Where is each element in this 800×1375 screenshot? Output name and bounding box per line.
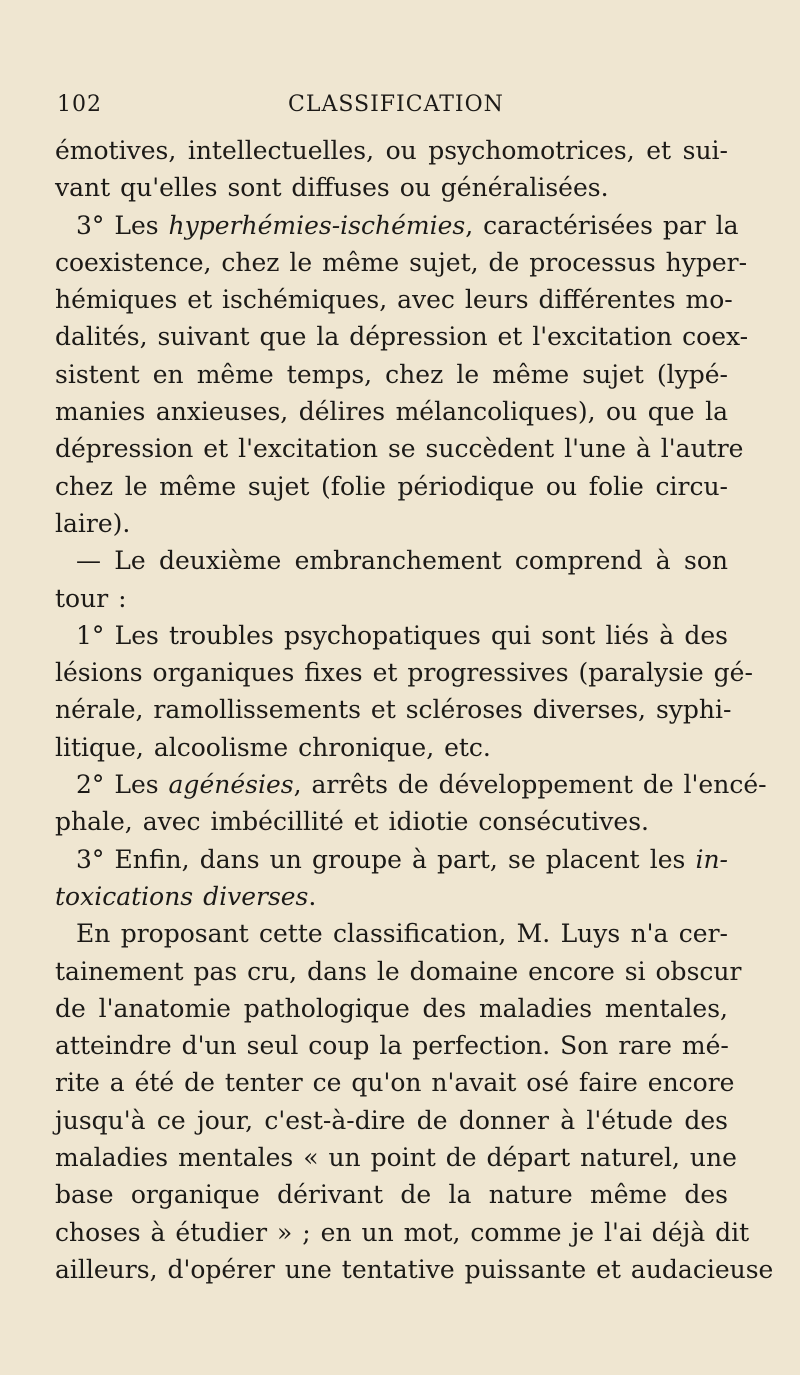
text-line: En proposant cette classification, M. Luys n'a cer- [76, 919, 728, 949]
text-line: de l'anatomie pathologique des maladies mentales, [55, 993, 728, 1023]
italic-term: toxications diverses [55, 881, 309, 911]
text-line: rite a été de tenter ce qu'on n'avait osé faire encore [55, 1068, 735, 1098]
italic-term: agénésies [168, 770, 294, 800]
italic-term: in- [695, 844, 728, 874]
text-line: — Le deuxième embranchement comprend à son [76, 546, 728, 576]
text-line: chez le même sujet (folie périodique ou folie circu- [55, 471, 728, 501]
italic-term: hyperhémies-ischémies [168, 210, 466, 240]
running-title: CLASSIFICATION [288, 92, 504, 117]
text-line: tour : [55, 583, 127, 613]
text-line: jusqu'à ce jour, c'est-à-dire de donner à l'étude des [55, 1105, 728, 1135]
text-line: litique, alcoolisme chronique, etc. [55, 732, 491, 762]
text-line: sistent en même temps, chez le même sujet (lypé- [55, 359, 728, 389]
text-line: ailleurs, d'opérer une tentative puissante et audacieuse [55, 1254, 774, 1284]
text-line: laire). [55, 508, 131, 538]
paragraph [55, 617, 753, 766]
text-line: toxications diverses. [55, 881, 317, 911]
paragraph [55, 132, 728, 207]
running-head [55, 66, 728, 117]
text-line: 3° Les hyperhémies-ischémies, caractérisées par la [76, 210, 739, 240]
paragraph [55, 841, 728, 916]
text-line: nérale, ramollissements et scléroses diverses, syphi- [55, 695, 732, 725]
text-line: 1° Les troubles psychopatiques qui sont liés à des [76, 620, 728, 650]
paragraph [55, 915, 774, 1288]
paragraph [55, 207, 749, 543]
body-text [55, 132, 774, 1288]
text-line: dépression et l'excitation se succèdent l'une à l'autre [55, 434, 744, 464]
text-line: émotives, intellectuelles, ou psychomotrices, et sui- [55, 136, 728, 165]
page-number: 102 [57, 92, 102, 117]
text-line: hémiques et ischémiques, avec leurs différentes mo- [55, 285, 733, 315]
text-line: lésions organiques fixes et progressives (paralysie gé- [55, 658, 753, 688]
text-line: 3° Enfin, dans un groupe à part, se placent les in- [76, 844, 728, 874]
paragraph [55, 766, 767, 841]
text-line: maladies mentales « un point de départ naturel, une [55, 1143, 737, 1173]
text-line: manies anxieuses, délires mélancoliques), ou que la [55, 397, 728, 427]
text-line: tainement pas cru, dans le domaine encore si obscur [55, 956, 742, 986]
text-line: coexistence, chez le même sujet, de processus hyper- [55, 247, 748, 277]
text-line: vant qu'elles sont diffuses ou généralisées. [55, 173, 609, 203]
text-line: atteindre d'un seul coup la perfection. Son rare mé- [55, 1031, 729, 1061]
text-line: 2° Les agénésies, arrêts de développement de l'encé- [76, 770, 767, 800]
text-line: phale, avec imbécillité et idiotie consécutives. [55, 807, 649, 837]
text-line: choses à étudier » ; en un mot, comme je l'ai déjà dit [55, 1217, 750, 1247]
paragraph [55, 542, 728, 617]
text-line: base organique dérivant de la nature même des [55, 1180, 728, 1210]
text-line: dalités, suivant que la dépression et l'excitation coex- [55, 322, 749, 352]
